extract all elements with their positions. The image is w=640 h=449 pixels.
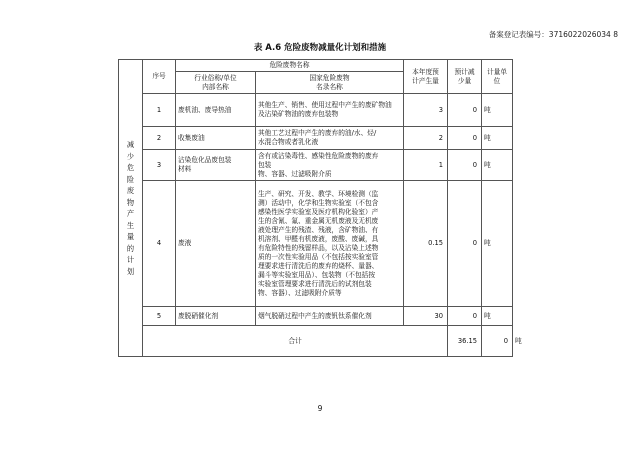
registration-number	[489, 29, 618, 40]
row-unit: 吨	[482, 181, 513, 307]
row-industry: 沾染危化品废包装 材料	[176, 150, 256, 181]
row-national: 烟气脱硝过程中产生的废钒钛系催化剂	[256, 307, 404, 326]
row-seq: 1	[143, 94, 176, 127]
row-unit: 吨	[482, 127, 513, 150]
registration-value: 3716022026034 8	[548, 30, 618, 39]
row-national: 其他生产、销售、使用过程中产生的废矿物油 及沾染矿物油的废弃包装物	[256, 94, 404, 127]
row-reduce: 0	[448, 307, 482, 326]
header-yearly: 本年度预 计产生量	[404, 60, 448, 94]
table-title: 表 A.6 危险废物减量化计划和措施	[253, 43, 387, 53]
total-yearly: 36.15	[448, 326, 482, 357]
row-seq: 5	[143, 307, 176, 326]
header-reduce: 预计减 少量	[448, 60, 482, 94]
page-number: 9	[317, 404, 323, 413]
row-reduce: 0	[448, 94, 482, 127]
table-row	[119, 94, 513, 127]
row-yearly: 1	[404, 150, 448, 181]
row-reduce: 0	[448, 150, 482, 181]
row-industry: 废脱硝催化剂	[176, 307, 256, 326]
row-yearly: 30	[404, 307, 448, 326]
hazardous-waste-reduction-table	[118, 59, 522, 357]
header-seq: 序号	[143, 60, 176, 94]
row-unit: 吨	[482, 307, 513, 326]
header-national-name: 国家危险废物 名录名称	[256, 72, 404, 94]
header-unit: 计量单 位	[482, 60, 513, 94]
row-seq: 3	[143, 150, 176, 181]
row-national: 含有或沾染毒性、感染性危险废物的废弃 包装 物、容器、过滤吸附介质	[256, 150, 404, 181]
row-unit: 吨	[482, 150, 513, 181]
table-row	[119, 127, 513, 150]
total-label: 合计	[143, 326, 448, 357]
table-row	[119, 150, 513, 181]
row-seq: 4	[143, 181, 176, 307]
total-row: 合计 36.15 0 吨	[119, 326, 513, 357]
row-reduce: 0	[448, 127, 482, 150]
header-industry-name: 行业俗称/单位 内部名称	[176, 72, 256, 94]
row-industry: 废液	[176, 181, 256, 307]
side-label: 减 少 危 险 废 物 产 生 量 的 计 划	[119, 60, 143, 357]
row-unit: 吨	[482, 94, 513, 127]
row-industry: 废机油、废导热油	[176, 94, 256, 127]
registration-label: 备案登记表编号：	[488, 30, 549, 39]
row-yearly: 3	[404, 94, 448, 127]
row-industry: 收集废油	[176, 127, 256, 150]
header-name-group: 危险废物名称	[176, 60, 404, 72]
total-reduce: 0	[482, 326, 513, 357]
row-national: 生产、研究、开发、教学、环境检测（监 测）活动中，化学和生物实验室（不包含 感染性医学实验室及医疗机构化验室）产 生的含氰、氟、重金属无机废液及无机废 液处理产生的残渣、残液，含矿物油、有 机溶剂、甲醛有机废液，废酸、废碱，具 有危险特性的残留样品，以及沾染上述物 质的一次性实验用品（不包括按实验室管 理要求进行清洗后的废弃的烧杯、量器、 漏斗等实验室用品）、包装物（不包括按 实验室管理要求进行清洗后的试剂包装 物、容器）、过滤吸附介质等	[256, 181, 404, 307]
row-reduce: 0	[448, 181, 482, 307]
row-seq: 2	[143, 127, 176, 150]
row-yearly: 2	[404, 127, 448, 150]
table-row	[119, 181, 513, 307]
row-national: 其他工艺过程中产生的废弃的油/水、烃/ 水混合物或者乳化液	[256, 127, 404, 150]
row-yearly: 0.15	[404, 181, 448, 307]
table-row	[119, 307, 513, 326]
